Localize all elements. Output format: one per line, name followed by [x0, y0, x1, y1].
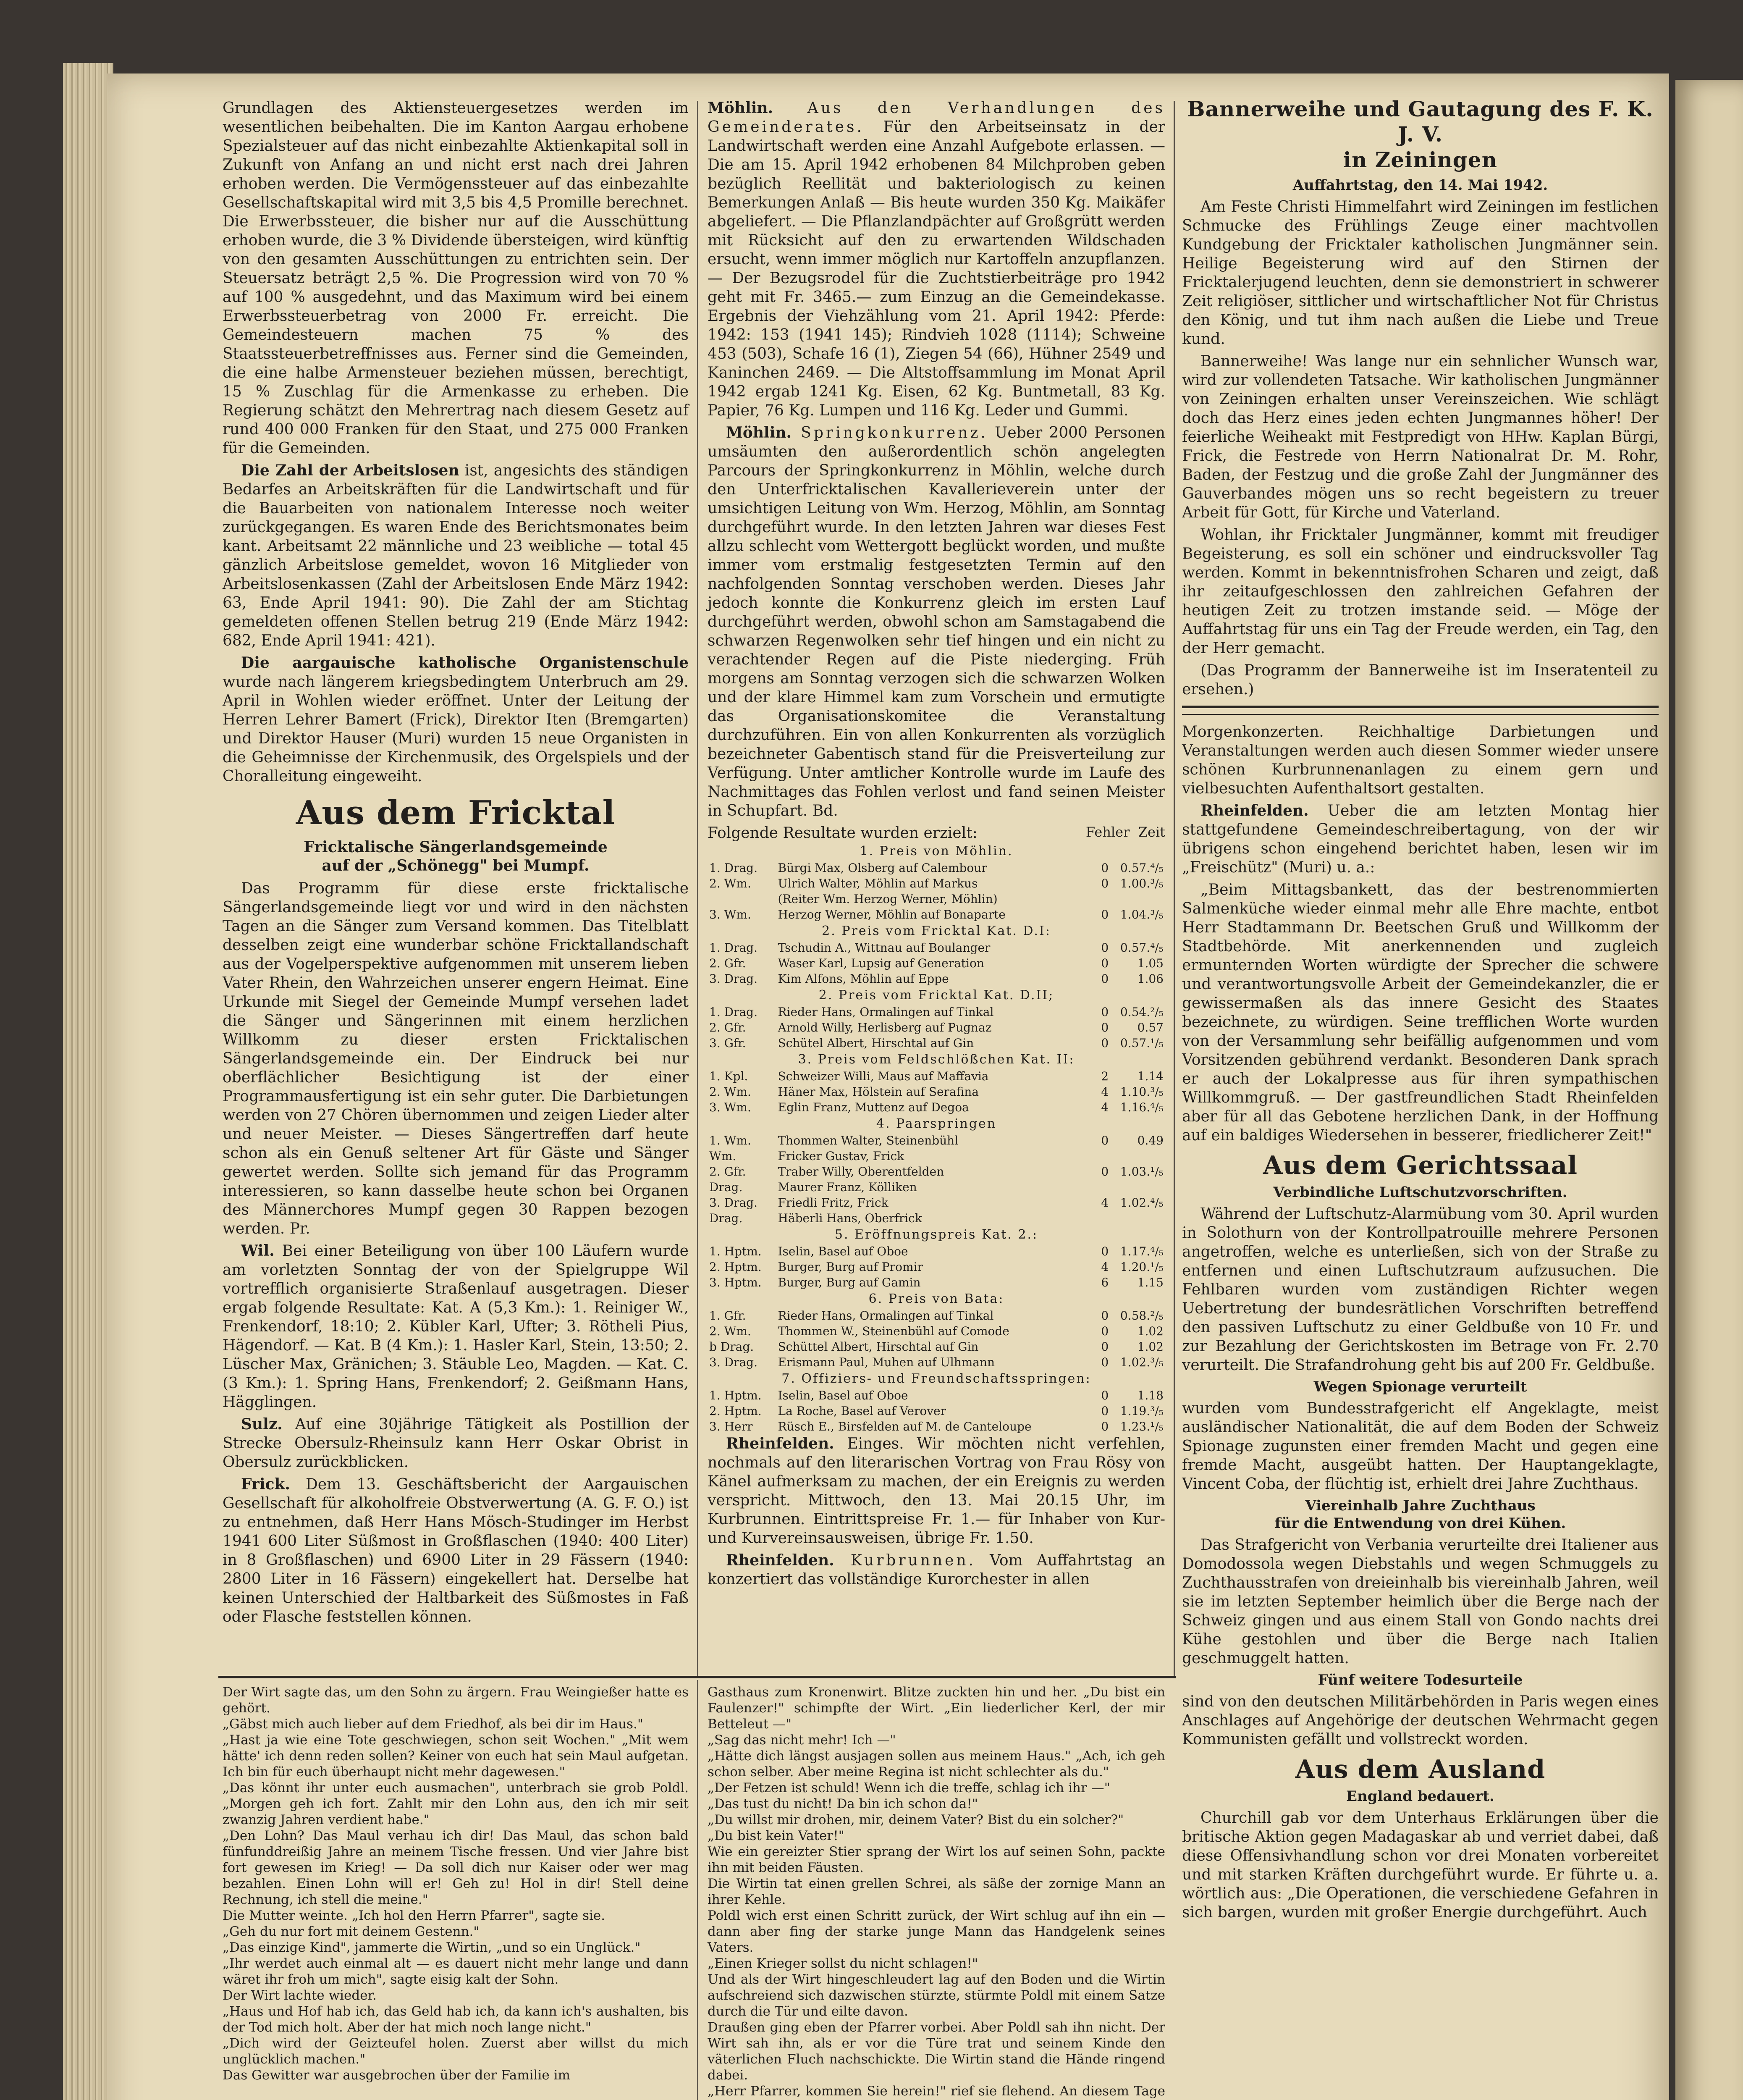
results-cell-rider: Burger, Burg auf Gamin [778, 1276, 921, 1289]
results-cell-rank: 2. Hptm. [709, 1260, 762, 1274]
results-table [708, 1244, 1165, 1290]
results-cell-rank: 3. Drag. [709, 972, 757, 986]
results-cell-time [1110, 1179, 1165, 1195]
results-row [708, 1035, 1165, 1051]
results-cell-faults: 0 [1101, 1134, 1109, 1147]
results-cell-rider: Schütel Albert, Hirschtal auf Gin [778, 1036, 974, 1050]
adjacent-page-fragment [1705, 126, 1709, 155]
rheinfelden-kurbrunnen-text: Vom Auffahrtstag an konzertiert das vollständige Kurorchester in allen [708, 1552, 1166, 1588]
results-cell-faults [1083, 1179, 1110, 1195]
spionage-article: wurden vom Bundesstrafgericht elf Angeklagte, meist ausländischer Nationalität, die auf dem Boden der Schweiz Spionage zugunsten einer fremden Macht und gegen eine fremde Macht, ausgeübt hatten. Der Hauptangeklagte, Vincent Coba, der flüchtig ist, erhielt drei Jahre Zuchthaus. [1182, 1400, 1659, 1493]
results-list [708, 843, 1165, 1434]
results-table [708, 1004, 1165, 1051]
results-cell-rider: Eglin Franz, Muttenz auf Degoa [778, 1100, 969, 1114]
todesurteile-subheading: Fünf weitere Todesurteile [1318, 1672, 1523, 1688]
results-cell-time: 1.20.¹/₅ [1120, 1260, 1164, 1274]
results-cell-rider: Friedli Fritz, Frick [778, 1196, 889, 1210]
results-cell-time: 1.02 [1137, 1324, 1164, 1338]
results-row [708, 1210, 1165, 1226]
column-divider [1174, 101, 1175, 1676]
results-row [708, 1275, 1165, 1290]
results-cell-faults: 0 [1101, 861, 1109, 875]
results-cell-rank: 3. Wm. [709, 1100, 751, 1114]
results-row [708, 1419, 1165, 1434]
results-row [708, 1259, 1165, 1275]
results-group-title: 2. Preis vom Fricktal Kat. D.I: [822, 924, 1051, 938]
results-cell-rank: 3. Gfr. [709, 1036, 746, 1050]
results-row [708, 1164, 1165, 1179]
sulz-text: Auf eine 30jährige Tätigkeit als Postillion der Strecke Obersulz-Rheinsulz kann Herr Oskar Obrist in Obersulz zurückblicken. [223, 1416, 689, 1471]
results-cell-time: 0.54.²/₅ [1120, 1005, 1164, 1019]
results-columns [1086, 824, 1165, 843]
sulz-lead: Sulz. [241, 1415, 283, 1433]
results-cell-faults: 0 [1101, 1355, 1109, 1369]
results-cell-time: 1.19.³/₅ [1120, 1404, 1164, 1418]
results-cell-faults: 0 [1101, 1324, 1109, 1338]
results-cell-rider: Kim Alfons, Möhlin auf Eppe [778, 972, 949, 986]
unemployment-lead: Die Zahl der Arbeitslosen [241, 462, 459, 479]
section-heading-gerichtssaal: Aus dem Gerichtssaal [1263, 1151, 1578, 1180]
organ-school-text: wurde nach längerem kriegsbedingtem Unterbruch am 29. April in Wohlen wieder eröffnet. Unter der Leitung der Herren Lehrer Bamert (Frick), Direktor Iten (Bremgarten) und Direktor Hauser (Muri) wurden 15 neue Organisten in die Geheimnisse der Kirchenmusik, des Orgelspiels und der Choralleitung eingeweiht. [223, 673, 689, 785]
results-cell-rider: Thommen Walter, Steinenbühl [778, 1134, 959, 1147]
rheinfelden-kurbrunnen-article [708, 1551, 1165, 1589]
column-middle [708, 99, 1165, 1592]
frick-text: Dem 13. Geschäftsbericht der Aargauischen Gesellschaft für alkoholfreie Obstverwertung (A. G. F. O.) ist zu entnehmen, daß Herr Hans Mösch-Studinger im Herbst 1941 600 Liter Süßmost in Großflaschen (1940: 400 Liter) in 8 Großflaschen) und 6900 Liter in 29 Fässern (1940: 2800 Liter in 16 Fässern) eingekellert hat. Derselbe hat keinen Unterschied der Haltbarkeit des Süßmostes in Faß oder Flasche feststellen können. [223, 1476, 689, 1625]
organ-school-article [223, 654, 689, 786]
results-cell-faults: 0 [1101, 1036, 1109, 1050]
results-row [708, 971, 1165, 987]
wil-lead: Wil. [241, 1242, 275, 1260]
organ-school-lead: Die aargauische katholische Organistenschule [241, 654, 689, 672]
rheinfelden-lecture-article [708, 1434, 1165, 1548]
results-cell-rider: Ulrich Walter, Möhlin auf Markus [778, 877, 978, 890]
results-table [708, 1388, 1165, 1434]
results-row [708, 1068, 1165, 1084]
results-table [708, 1133, 1165, 1226]
kuehe-subheading: Viereinhalb Jahre Zuchthaus [1305, 1497, 1536, 1514]
results-cell-rank: 2. Gfr. [709, 1165, 746, 1179]
tax-article: Grundlagen des Aktiensteuergesetzes werden im wesentlichen beibehalten. Die im Kanton Aargau erhobene Spezialsteuer auf das nicht einbezahlte Aktienkapital soll in Zukunft von Anfang an und nicht erst nach drei Jahren erhoben werden. Die Vermögenssteuer auf das einbezahlte Gesellschaftskapital wird mit 3,5 bis 4,5 Promille berechnet. Die Erwerbssteuer, die bisher nur auf die Ausschüttung erhoben wurde, die 3 % Dividende übersteigen, wird künftig von den gesamten Ausschüttungen zu entrichten sein. Der Steuersatz beträgt 2,5 %. Die Progression wird von 70 % auf 100 % ausgedehnt, und das Maximum wird bei einem Erwerbssteuerbetrag von 2000 Fr. erreicht. Die Gemeindesteuern machen 75 % des Staatssteuerbetreffnisses aus. Ferner sind die Gemeinden, die eine halbe Armensteuer beziehen müssen, berechtigt, 15 % Zuschlag für die Armenkasse zu erheben. Die Regierung schätzt den Mehrertrag nach diesem Gesetz auf rund 400 000 Franken für den Staat, und 275 000 Franken für die Gemeinden. [223, 100, 689, 457]
results-cell-time: 1.02.⁴/₅ [1120, 1196, 1164, 1210]
results-row [708, 1133, 1165, 1148]
wil-text: Bei einer Beteiligung von über 100 Läufern wurde am vorletzten Sonntag der von der Spielgruppe Wil vortrefflich organisierte Straßenlauf ausgetragen. Dieser ergab folgende Resultate: Kat. A (5,3 Km.): 1. Reiniger W., Frenkendorf, 18:10; 2. Kübler Karl, Ufter; 3. Rötheli Pius, Hägendorf. — Kat. B (4 Km.): 1. Hasler Karl, Stein, 13:50; 2. Lüscher Max, Gränichen; 3. Stäuble Leo, Magden. — Kat. C. (3 Km.): 1. Spring Hans, Frenkendorf; 2. Geißmann Hans, Hägglingen. [223, 1242, 689, 1411]
moehlin-council-lead: Möhlin. [708, 99, 773, 117]
adjacent-page-edge [1675, 80, 1743, 2100]
results-cell-time: 1.14 [1137, 1069, 1164, 1083]
bannerweihe-title-place: in Zeiningen [1343, 147, 1497, 172]
results-cell-faults [1083, 1148, 1110, 1164]
results-cell-time: 1.15 [1137, 1276, 1164, 1289]
rheinfelden-kurbrunnen-title: Kurbrunnen. [834, 1552, 976, 1569]
results-cell-faults: 4 [1101, 1085, 1109, 1099]
results-cell-rank [708, 891, 776, 907]
rheinfelden-lecture-text: Einges. Wir möchten nicht verfehlen, nochmals auf den literarischen Vortrag von Frau Rösy von Känel aufmerksam zu machen, der ein Ereignis zu werden verspricht. Mittwoch, den 13. Mai 20.15 Uhr, im Kurbrunnen. Eintrittspreise Fr. 1.— für Inhaber von Kur- und Kurvereinsausweisen, übrige Fr. 1.50. [708, 1435, 1165, 1547]
results-cell-time: 0.57 [1137, 1021, 1164, 1034]
singers-subheading-line2: auf der „Schönegg" bei Mumpf. [322, 857, 590, 874]
sulz-article [223, 1415, 689, 1472]
column-left [223, 99, 689, 1630]
results-row [708, 1308, 1165, 1323]
results-cell-rider: Burger, Burg auf Promir [778, 1260, 923, 1274]
section-heading-fricktal: Aus dem Fricktal [296, 794, 616, 832]
results-cell-rank: 3. Herr [709, 1420, 753, 1433]
results-cell-rank: 2. Wm. [709, 1085, 751, 1099]
unemployment-article [223, 461, 689, 650]
results-cell-faults: 0 [1101, 877, 1109, 890]
results-cell-time: 0.57.¹/₅ [1120, 1036, 1164, 1050]
results-cell-rider: Waser Karl, Lupsig auf Generation [778, 956, 984, 970]
feuilleton-rule [218, 1676, 1176, 1678]
results-row [708, 1403, 1165, 1419]
results-cell-faults: 0 [1101, 1404, 1109, 1418]
results-cell-rank: 3. Drag. [709, 1196, 757, 1210]
results-group-title: 6. Preis von Bata: [868, 1292, 1004, 1306]
gemeindeschreiber-lead: Rheinfelden. [1200, 802, 1309, 819]
results-cell-time: 1.02 [1137, 1340, 1164, 1354]
results-cell-rank: 3. Hptm. [709, 1276, 762, 1289]
results-cell-rider: Schüttel Albert, Hirschtal auf Gin [778, 1340, 979, 1354]
story-right: Gasthaus zum Kronenwirt. Blitze zuckten hin und her. „Du bist ein Faulenzer!" schimpfte der Wirt. „Ein liederlicher Kerl, der mir Betteleut —" „Sag das nicht mehr! Ich —" „Hätte dich längst ausjagen sollen aus meinem Haus." „Ach, ich geh schon selber. Aber meine Regina ist nicht schlechter als du." „Der Fetzen ist schuld! Wenn ich die treffe, schlag ich ihr —" „Das tust du nicht! Da bin ich schon da!" „Du willst mir drohen, mir, deinem Vater? Bist du ein solcher?" „Du bist kein Vater!" Wie ein gereizter Stier sprang der Wirt los auf seinen Sohn, packte ihn mit beiden Fäusten. Die Wirtin tat einen grellen Schrei, als säße der zornige Mann an ihrer Kehle. Poldl wich erst einen Schritt zurück, der Wirt schlug auf ihn ein — dann aber fing der starke junge Mann das Handgelenk seines Vaters. „Einen Krieger sollst du nicht schlagen!" Und als der Wirt hingeschleudert lag auf den Boden und die Wirtin aufschreiend sich dazwischen stürzte, stürmte Poldl mit einem Satze durch die Tür und eilte davon. Draußen ging eben der Pfarrer vorbei. Aber Poldl sah ihn nicht. Der Wirt sah ihn, als er vor die Türe trat und seinem Kinde den väterlichen Fluch nachschickte. Die Wirtin stand die Hände ringend dabei. „Herr Pfarrer, kommen Sie herein!" rief sie flehend. An diesem Tage [708, 1685, 1165, 2099]
results-cell-rider: Rüsch E., Birsfelden auf M. de Canteloupe [778, 1420, 1032, 1433]
story-divider [697, 1680, 698, 2100]
results-cell-rank: b Drag. [709, 1340, 754, 1354]
moehlin-council-text: Für den Arbeitseinsatz in der Landwirtschaft werden eine Anzahl Aufgebote erlassen. — Die am 15. April 1942 erhobenen 84 Milchproben geben bezüglich Reellität und bakteriologisch zu keinen Bemerkungen Anlaß — Bis heute wurden 350 Kg. Maikäfer abgeliefert. — Die Pflanzlandpächter auf Großgrütt werden mit Rücksicht auf den zu erwartenden Wildschaden ersucht, wenn immer möglich nur Kartoffeln anzupflanzen. — Der Bezugsrodel für die Zuchtstierbeiträge pro 1942 geht mit Fr. 3465.— zum Einzug an die Gemeindekasse. Ergebnis der Viehzählung vom 21. April 1942: Pferde: 1942: 153 (1941 145); Rindvieh 1028 (1114); Schweine 453 (503), Schafe 16 (1), Ziegen 54 (66), Hühner 2549 und Kaninchen 2469. — Die Altstoffsammlung im Monat April 1942 ergab 1241 Kg. Eisen, 62 Kg. Buntmetall, 83 Kg. Papier, 76 Kg. Lumpen und 116 Kg. Leder und Gummi. [708, 118, 1165, 419]
results-cell-time: 1.02.³/₅ [1120, 1355, 1164, 1369]
moehlin-jumping-article [708, 423, 1165, 820]
results-table [708, 940, 1165, 987]
results-group-title: 2. Preis vom Fricktal Kat. D.II; [818, 988, 1054, 1003]
results-row [708, 1388, 1165, 1403]
frick-lead: Frick. [241, 1475, 290, 1493]
story-left: Der Wirt sagte das, um den Sohn zu ärgern. Frau Weingießer hatte es gehört. „Gäbst mich auch lieber auf dem Friedhof, als bei dir im Haus." „Hast ja wie eine Tote geschwiegen, schon seit Wochen." „Mit wem hätte' ich denn reden sollen? Keiner von euch hat sein Maul aufgetan. Ich bin für euch überhaupt nicht mehr dagewesen." „Das könnt ihr unter euch ausmachen", unterbrach sie grob Poldl. „Morgen geh ich fort. Zahlt mir den Lohn aus, den ich mir seit zwanzig Jahren verdient habe." „Den Lohn? Das Maul verhau ich dir! Das Maul, das schon bald fünfunddreißig Jahre an meinem Tische fressen. Und vier Jahre bist fort gewesen im Krieg! — Da soll dich nur Kaiser oder wer mag bezahlen. Einen Lohn will er! Geh zu! Hol in dir! Stell deine Rechnung, ich stell die meine." Die Mutter weinte. „Ich hol den Herrn Pfarrer", sagte sie. „Geh du nur fort mit deinem Gestenn." „Das einzige Kind", jammerte die Wirtin, „und so ein Unglück." „Ihr werdet auch einmal alt — es dauert nicht mehr lange und dann wäret ihr froh um mich", sagte eisig kalt der Sohn. Der Wirt lachte wieder. „Haus und Hof hab ich, das Geld hab ich, da kann ich's aushalten, bis der Tod mich holt. Aber der hat mich noch lange nicht." „Dich wird der Geizteufel holen. Zuerst aber willst du mich unglücklich machen." Das Gewitter war ausgebrochen über der Familie im [223, 1685, 689, 2083]
results-cell-faults: 0 [1101, 1340, 1109, 1354]
unemployment-text: ist, angesichts des ständigen Bedarfes an Arbeitskräften für die Landwirtschaft und für die Bauarbeiten von nationalem Interesse noch weiter zurückgegangen. Es waren Ende des Berichtsmonates beim kant. Arbeitsamt 22 männliche und 23 weibliche — total 45 gänzlich Arbeitslose gemeldet, wovon 16 Mitglieder von Arbeitslosenkassen (Zahl der Arbeitslosen Ende März 1942: 63, Ende April 1941: 90). Die Zahl der am Stichtag gemeldeten offenen Stellen betrug 219 (Ende März 1942: 682, Ende April 1941: 421). [223, 462, 689, 649]
results-cell-time: 1.06 [1137, 972, 1164, 986]
results-cell-faults: 0 [1101, 1420, 1109, 1433]
results-cell-rider: Thommen W., Steinenbühl auf Comode [778, 1324, 1009, 1338]
results-cell-faults: 4 [1101, 1260, 1109, 1274]
moehlin-jumping-lead: Möhlin. [726, 424, 792, 441]
results-cell-faults: 0 [1101, 1244, 1109, 1258]
results-row [708, 1148, 1165, 1164]
results-group-title: 3. Preis vom Feldschlößchen Kat. II: [798, 1052, 1075, 1067]
results-cell-faults [1083, 891, 1110, 907]
results-cell-rank: 1. Hptm. [709, 1244, 762, 1258]
results-row [708, 1244, 1165, 1259]
moehlin-jumping-text: Ueber 2000 Personen umsäumten den außerordentlich schön angelegten Parcours der Springkonkurrenz in Möhlin, welche durch den Unterfricktalischen Kavallerieverein unter der umsichtigen Leitung von Wm. Herzog, Möhlin, am Sonntag durchgeführt wurde. In den letzten Jahren war dieses Fest allzu schlecht vom Wettergott beglückt worden, und mußte immer vom erstmalig festgesetzten Termin auf den nachfolgenden Sonntag verschoben werden. Dieses Jahr jedoch konnte die Konkurrenz gleich im ersten Lauf durchgeführt werden, obwohl schon am Samstagabend die schwarzen Regenwolken sehr tief hingen und ein nicht zu verachtender Regen auf die Piste niederging. Früh morgens am Sonntag verzogen sich die schwarzen Wolken und der klare Himmel kam zum Vorschein und ermutigte das Organisationskomitee die Veranstaltung durchzuführen. Ein von allen Konkurrenten als vorzüglich bezeichneter Gabentisch stand für die Preisverteilung zur Verfügung. Unter amtlicher Kontrolle wurde im Laufe des Nachmittages das Fohlen verlost und fand seinen Meister in Schupfart. Bd. [708, 424, 1165, 819]
results-cell-rider: Häner Max, Hölstein auf Serafina [778, 1085, 979, 1099]
results-cell-time: 1.10.³/₅ [1120, 1085, 1164, 1099]
results-cell-time: 1.03.¹/₅ [1120, 1165, 1164, 1179]
results-row [708, 1100, 1165, 1115]
results-row [708, 1339, 1165, 1354]
results-cell-rider: Häberli Hans, Oberfrick [778, 1211, 922, 1225]
bannerweihe-p2: Bannerweihe! Was lange nur ein sehnlicher Wunsch war, wird zur vollendeten Tatsache. Wir katholischen Jungmänner von Zeiningen erhalten unser Vereinszeichen. Wie schlägt doch das Herz eines jeden echten Jungmannes höher! Der feierliche Weiheakt mit Festpredigt von HHw. Kaplan Bürgi, Frick, die Festrede von Herrn Nationalrat Dr. M. Rohr, Baden, der Festzug und die große Zahl der Jungmänner des Gauverbandes mögen uns so recht begeistern zu treuer Arbeit für Gott, für Kirche und Vaterland. [1182, 353, 1659, 521]
results-cell-rider: Schweizer Willi, Maus auf Maffavia [778, 1069, 989, 1083]
results-row [708, 1020, 1165, 1035]
story-right-block [708, 1684, 1165, 2100]
results-cell-time: 1.16.⁴/₅ [1120, 1100, 1164, 1114]
results-cell-time: 0.57.⁴/₅ [1120, 941, 1164, 955]
kurbrunnen-continued: Morgenkonzerten. Reichhaltige Darbietungen und Veranstaltungen werden auch diesen Sommer wieder unsere schönen Kurbrunnenanlagen zu einem gern und vielbesuchten Aufenthaltsort gestalten. [1182, 723, 1659, 797]
results-cell-rider: Iselin, Basel auf Oboe [778, 1244, 908, 1258]
moehlin-jumping-title: Springkonkurrenz. [792, 424, 988, 441]
results-cell-time [1110, 1210, 1165, 1226]
results-cell-time: 1.18 [1137, 1389, 1164, 1402]
results-row [708, 1323, 1165, 1339]
results-cell-rank: 1. Hptm. [709, 1389, 762, 1402]
results-cell-time: 1.23.¹/₅ [1120, 1420, 1164, 1433]
bannerweihe-p3: Wohlan, ihr Fricktaler Jungmänner, kommt mit freudiger Begeisterung, es soll ein schöner und eindrucksvoller Tag werden. Kommt in bekenntnisfrohen Scharen und zeigt, daß ihr zeitaufgeschlossen den zahlreichen Gefahren der heutigen Zeit zu trotzen imstande seid. — Möge der Auffahrtstag für uns ein Tag der Freude werden, ein Tag, den der Herr gemacht. [1182, 526, 1659, 657]
spionage-subheading: Wegen Spionage verurteilt [1313, 1378, 1527, 1395]
gemeindeschreiber-text: Ueber die am letzten Montag hier stattgefundene Gemeindeschreibertagung, von der wir übrigens schon eingehend berichtet haben, lesen wir im „Freischütz" (Muri) u. a.: [1182, 802, 1659, 876]
results-cell-rider: Fricker Gustav, Frick [778, 1149, 904, 1163]
singers-subheading [223, 838, 689, 875]
kuehe-article: Das Strafgericht von Verbania verurteilte drei Italiener aus Domodossola wegen Diebstahls und wegen Schmuggels zu Zuchthausstrafen von dreieinhalb bis viereinhalb Jahren, weil sie im letzten September heimlich über die Berge nach der Schweiz gingen und aus einem Stall von Gondo nachts drei Kühe gestohlen und über die Berge nach Italien geschmuggelt hatten. [1182, 1536, 1659, 1667]
results-col-time: Zeit [1138, 824, 1165, 840]
results-cell-time: 0.49 [1137, 1134, 1164, 1147]
results-cell-faults: 0 [1101, 1389, 1109, 1402]
singers-subheading-line1: Fricktalische Sängerlandsgemeinde [304, 838, 608, 856]
results-cell-rider: Rieder Hans, Ormalingen auf Tinkal [778, 1309, 994, 1323]
results-cell-rank: 1. Gfr. [709, 1309, 746, 1323]
results-row [708, 907, 1165, 922]
luftschutz-article: Während der Luftschutz-Alarmübung vom 30. April wurden in Solothurn von der Kontrollpatrouille mehrere Personen angetroffen, welche es unterließen, sich von der Straße zu entfernen und einen Luftschutzraum aufzusuchen. Die Fehlbaren wurden vom zuständigen Richter wegen Uebertretung der bundesrätlichen Vorschriften betreffend den passiven Luftschutz zu einer Geldbuße von 10 Fr. und zur Bezahlung der Gerichtskosten im Betrage von Fr. 2.70 verurteilt. Die Strafandrohung geht bis auf 200 Fr. Geldbuße. [1182, 1205, 1659, 1374]
results-header [708, 824, 1165, 843]
results-group-title: 7. Offiziers- und Freundschaftsspringen: [781, 1371, 1091, 1386]
results-cell-time [1110, 891, 1165, 907]
results-table [708, 1308, 1165, 1370]
results-cell-faults [1083, 1210, 1110, 1226]
results-cell-rank: 2. Hptm. [709, 1404, 762, 1418]
bannerweihe-p1: Am Feste Christi Himmelfahrt wird Zeiningen im festlichen Schmucke des Frühlings Zeuge einer machtvollen Kundgebung der Fricktaler katholischen Jungmänner sein. Heilige Begeisterung wird auf den Stirnen der Fricktalerjugend leuchten, denn sie demonstriert in schwerer Zeit religiöser, sittlicher und wirtschaftlicher Not für Christus den König, und tut ihm nach außen die Liebe und Treue kund. [1182, 198, 1659, 348]
gemeindeschreiber-article [1182, 801, 1659, 877]
rheinfelden-kurbrunnen-lead: Rheinfelden. [726, 1551, 834, 1569]
results-cell-time: 0.57.⁴/₅ [1120, 861, 1164, 875]
rheinfelden-lecture-lead: Rheinfelden. [726, 1435, 834, 1452]
results-cell-rider: Bürgi Max, Olsberg auf Calembour [778, 861, 987, 875]
results-cell-time: 1.00.³/₅ [1120, 877, 1164, 890]
results-row [708, 1084, 1165, 1100]
frick-article [223, 1475, 689, 1626]
results-cell-rank: Drag. [709, 1180, 743, 1194]
bannerweihe-p4: (Das Programm der Bannerweihe ist im Inseratenteil zu ersehen.) [1182, 662, 1659, 698]
results-cell-time: 1.17.⁴/₅ [1120, 1244, 1164, 1258]
results-group-title: 1. Preis von Möhlin. [860, 844, 1013, 858]
results-cell-faults: 0 [1101, 1021, 1109, 1034]
results-cell-time [1110, 1148, 1165, 1164]
column-right [1182, 97, 1659, 1925]
results-cell-rank: 3. Drag. [709, 1355, 757, 1369]
england-article: Churchill gab vor dem Unterhaus Erklärungen über die britische Aktion gegen Madagaskar ab und verriet dabei, daß diese Offensivhandlung schon vor drei Monaten vorbereitet und mit starken Kräften durchgeführt wurde. Er führte u. a. wörtlich aus: „Die Operationen, die verschiedene Gefahren in sich bargen, wurden mit großer Energie durchgeführt. Auch [1182, 1809, 1659, 1921]
results-cell-faults: 4 [1101, 1196, 1109, 1210]
kuehe-subheading-2: für die Entwendung von drei Kühen. [1274, 1515, 1566, 1532]
results-row [708, 891, 1165, 907]
results-row [708, 1004, 1165, 1020]
results-row [708, 956, 1165, 971]
results-cell-rider: Tschudin A., Wittnau auf Boulanger [778, 941, 991, 955]
results-cell-faults: 0 [1101, 956, 1109, 970]
results-row [708, 1354, 1165, 1370]
results-cell-rank: 1. Wm. [709, 1134, 751, 1147]
results-cell-rank: 2. Wm. [709, 1324, 751, 1338]
gemeindeschreiber-quote: „Beim Mittagsbankett, das der bestrenommierten Salmenküche wieder einmal mehr alle Ehre machte, entbot Herr Stadtammann Dr. Beetschen Gruß und Willkomm der Stadtbehörde. Mit anerkennenden und zugleich ermunternden Worten würdigte der Sprecher die schwere und verantwortungsvolle Arbeit der Gemeindekanzler, die er gewissermaßen als das innere Gesicht des Staates bezeichnete, zu würdigen. Seine trefflichen Worte wurden von der Versammlung sehr beifällig aufgenommen und vom Vorsitzenden gebührend verdankt. Besonderen Dank sprach er auch der Lokalpresse aus für ihren sympathischen Willkommgruß. — Der gastfreundlichen Stadt Rheinfelden aber für all das Gebotene herzlichen Dank, in der Hoffnung auf ein baldiges Wiedersehen in besserer, friedlicherer Zeit!" [1182, 881, 1659, 1144]
bannerweihe-title: Bannerweihe und Gautagung des F. K. J. V. [1187, 97, 1654, 147]
results-cell-rank: 1. Drag. [709, 1005, 757, 1019]
results-cell-faults: 0 [1101, 1005, 1109, 1019]
results-cell-rank: 1. Drag. [709, 861, 757, 875]
results-row [708, 860, 1165, 876]
results-cell-time: 1.04.³/₅ [1120, 908, 1164, 921]
results-cell-faults: 0 [1101, 972, 1109, 986]
results-cell-rider: Herzog Werner, Möhlin auf Bonaparte [778, 908, 1006, 921]
results-cell-faults: 6 [1101, 1276, 1109, 1289]
luftschutz-subheading: Verbindliche Luftschutzvorschriften. [1273, 1184, 1567, 1201]
england-subheading: England bedauert. [1346, 1788, 1494, 1805]
results-row [708, 1179, 1165, 1195]
results-row [708, 940, 1165, 956]
results-row [708, 876, 1165, 891]
results-cell-rank: 2. Gfr. [709, 1021, 746, 1034]
column-divider [697, 101, 698, 1676]
results-cell-rank: 1. Kpl. [709, 1069, 748, 1083]
bannerweihe-date: Auffahrtstag, den 14. Mai 1942. [1292, 177, 1548, 194]
section-heading-ausland: Aus dem Ausland [1295, 1755, 1546, 1784]
moehlin-council-title: Aus den Verhandlungen des Gemeinderates. [708, 100, 1165, 136]
results-group-title: 5. Eröffnungspreis Kat. 2.: [834, 1227, 1038, 1242]
singers-article: Das Programm für diese erste fricktalische Sängerlandsgemeinde liegt vor und wird in den nächsten Tagen an die Sänger zum Versand kommen. Das Titelblatt desselben zeigt eine wunderbar schöne Fricktallandschaft aus der Vogelperspektive aufgenommen mit unserem lieben Vater Rhein, den Wahrzeichen unserer engern Heimat. Eine Urkunde mit Siegel der Gemeinde Mumpf versehen ladet die Sänger und Sängerinnen mit einem herzlichen Willkomm zu dieser ersten Fricktalischen Sängerlandsgemeinde ein. Der Eindruck bei nur oberflächlicher Besichtigung ist der einer Programmausfertigung ist ein sehr guter. Die Darbietungen werden von 27 Chören übernommen und zeigen Lieder alter und neuer Meister. — Dieses Sängertreffen darf heute schon als ein Genuß seltener Art für Gäste und Sänger gewertet werden. Sollte sich jemand für das Programm interessieren, so kann dasselbe heute schon bei Organen des Männerchores Mumpf gegen 30 Rappen bezogen werden. Pr. [223, 880, 689, 1237]
results-row [708, 1195, 1165, 1210]
results-cell-rider: Iselin, Basel auf Oboe [778, 1389, 908, 1402]
bound-page-edges [63, 63, 113, 2100]
results-cell-time: 1.05 [1137, 956, 1164, 970]
results-cell-faults: 0 [1101, 1309, 1109, 1323]
results-cell-rank: 2. Gfr. [709, 956, 746, 970]
results-table [708, 1068, 1165, 1115]
results-intro: Folgende Resultate wurden erzielt: [708, 824, 978, 842]
results-cell-rank: 1. Drag. [709, 941, 757, 955]
results-cell-rider: (Reiter Wm. Herzog Werner, Möhlin) [778, 892, 998, 906]
results-cell-faults: 0 [1101, 908, 1109, 921]
wil-article [223, 1242, 689, 1412]
results-cell-rider: Maurer Franz, Kölliken [778, 1180, 917, 1194]
results-cell-faults: 4 [1101, 1100, 1109, 1114]
results-cell-rank: Drag. [709, 1211, 743, 1225]
results-cell-time: 0.58.²/₅ [1120, 1309, 1164, 1323]
results-col-faults: Fehler [1085, 824, 1130, 840]
results-cell-faults: 0 [1101, 941, 1109, 955]
results-cell-rider: Rieder Hans, Ormalingen auf Tinkal [778, 1005, 994, 1019]
results-cell-rank: 3. Wm. [709, 908, 751, 921]
moehlin-council-article [708, 99, 1165, 420]
results-cell-rank: 2. Wm. [709, 877, 751, 890]
section-rule [1182, 706, 1659, 715]
results-cell-rider: Traber Willy, Oberentfelden [778, 1165, 944, 1179]
todesurteile-article: sind von den deutschen Militärbehörden in Paris wegen eines Anschlages auf Angehörige der deutschen Wehrmacht gegen Kommunisten gefällt und vollstreckt worden. [1182, 1693, 1659, 1748]
results-cell-rider: Arnold Willy, Herlisberg auf Pugnaz [778, 1021, 992, 1034]
results-table [708, 860, 1165, 922]
results-cell-rider: Erismann Paul, Muhen auf Ulhmann [778, 1355, 995, 1369]
results-cell-rank: Wm. [709, 1149, 737, 1163]
results-group-title: 4. Paarspringen [876, 1116, 997, 1131]
results-cell-faults: 2 [1101, 1069, 1109, 1083]
results-cell-faults: 0 [1101, 1165, 1109, 1179]
results-cell-rider: La Roche, Basel auf Verover [778, 1404, 946, 1418]
